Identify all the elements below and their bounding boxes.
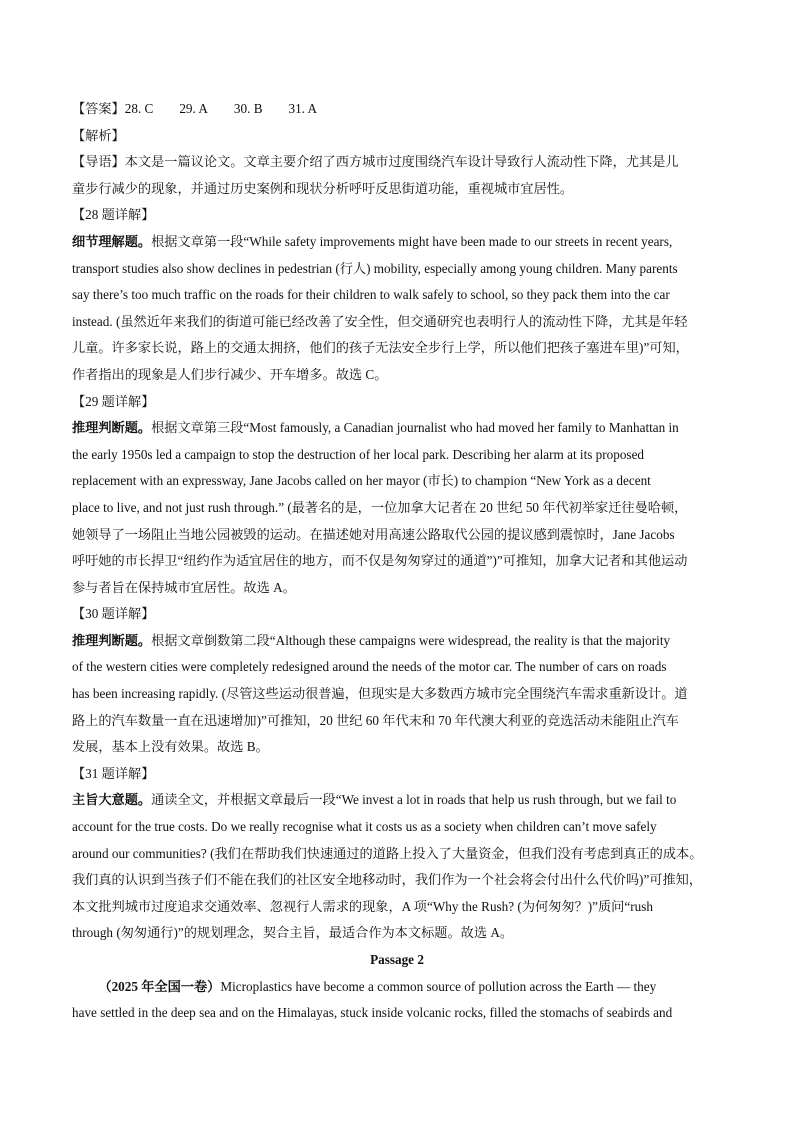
q31-header: 【31 题详解】 [72, 765, 155, 781]
q31-line: 主旨大意题。通读全文，并根据文章最后一段“We invest a lot in roads that help us rush through, but we fail to [72, 792, 677, 808]
q28-header: 【28 题详解】 [72, 207, 155, 223]
q29-line: 推理判断题。根据文章第三段“Most famously, a Canadian journalist who had moved her family to Manhattan in [72, 420, 679, 436]
q31-type: 主旨大意题。 [72, 792, 152, 808]
q30-line: of the western cities were completely redesigned around the needs of the motor car. The number of cars on roads [72, 659, 667, 675]
q28-line: 细节理解题。根据文章第一段“While safety improvements might have been made to our streets in recent years, [72, 233, 673, 249]
q30-type: 推理判断题。 [72, 632, 152, 648]
intro-label: 【导语】 [72, 154, 125, 170]
q29-line: 呼吁她的市长捍卫“纽约作为适宜居住的地方，而不仅是匆匆穿过的通道”)”可推知，加拿大记者和其他运动 [72, 553, 688, 569]
answer-item: 31. A [288, 101, 318, 116]
q30-header: 【30 题详解】 [72, 606, 155, 622]
q30-line: 发展，基本上没有效果。故选 B。 [72, 739, 269, 755]
passage-source: （2025 年全国一卷） [98, 978, 221, 994]
passage-line: have settled in the deep sea and on the Himalayas, stuck inside volcanic rocks, filled the stomachs of seabirds and [72, 1005, 673, 1021]
q31-line: through (匆匆通行)”的规划理念，契合主旨，最适合作为本文标题。故选 A。 [72, 925, 514, 941]
intro-line: 【导语】本文是一篇议论文。文章主要介绍了西方城市过度围绕汽车设计导致行人流动性下降，尤其是儿 [72, 154, 679, 170]
q30-line: has been increasing rapidly. (尽管这些运动很普遍，但现实是大多数西方城市完全围绕汽车需求重新设计。道 [72, 686, 688, 702]
answer-item: 28. C [124, 101, 154, 116]
q29-type: 推理判断题。 [72, 420, 152, 436]
passage-line: （2025 年全国一卷）Microplastics have become a common source of pollution across the Earth — they [98, 978, 657, 994]
answer-item: 30. B [233, 101, 263, 116]
q29-line: 参与者旨在保持城市宜居性。故选 A。 [72, 579, 296, 595]
q29-header: 【29 题详解】 [72, 393, 155, 409]
q31-line: 我们真的认识到当孩子们不能在我们的社区安全地移动时，我们作为一个社会将会付出什么代价吗)”可推知， [72, 872, 703, 888]
answer-label: 【答案】 [72, 101, 125, 116]
q29-line: the early 1950s led a campaign to stop the destruction of her local park. Describing her alarm at its proposed [72, 446, 645, 462]
q28-type: 细节理解题。 [72, 233, 152, 249]
intro-line: 童步行减少的现象，并通过历史案例和现状分析呼吁反思街道功能，重视城市宜居性。 [72, 180, 574, 196]
q31-line: around our communities? (我们在帮助我们快速通过的道路上投入了大量资金，但我们没有考虑到真正的成本。 [72, 845, 703, 861]
analysis-heading: 【解析】 [72, 127, 125, 143]
q29-line: place to live, and not just rush through.” (最著名的是，一位加拿大记者在 20 世纪 50 年代初举家迁往曼哈顿， [72, 499, 688, 515]
passage-title: Passage 2 [370, 952, 424, 967]
q28-line: instead. (虽然近年来我们的街道可能已经改善了安全性，但交通研究也表明行人的流动性下降，尤其是年轻 [72, 313, 688, 329]
q29-line: 她领导了一场阻止当地公园被毁的运动。在描述她对用高速公路取代公园的提议感到震惊时，Jane Jacobs [72, 526, 675, 542]
answer-item: 29. A [179, 101, 208, 116]
q30-line: 推理判断题。根据文章倒数第二段“Although these campaigns were widespread, the reality is that the majority [72, 632, 671, 648]
q28-line: 儿童。许多家长说，路上的交通太拥挤，他们的孩子无法安全步行上学，所以他们把孩子塞进车里)”可知， [72, 340, 689, 356]
q30-line: 路上的汽车数量一直在迅速增加)”可推知，20 世纪 60 年代末和 70 年代澳大利亚的竞选活动未能阻止汽车 [72, 712, 679, 728]
q29-line: replacement with an expressway, Jane Jacobs called on her mayor (市长) to champion “New York as a decent [72, 473, 651, 489]
q31-line: account for the true costs. Do we really recognise what it costs us as a society when children can’t move safely [72, 819, 657, 835]
q28-line: say there’s too much traffic on the roads for their children to walk safely to school, so they pack them into the car [72, 287, 670, 303]
q28-line: transport studies also show declines in pedestrian (行人) mobility, especially among young children. Many parents [72, 260, 678, 276]
answer-line [72, 96, 722, 123]
q31-line: 本文批判城市过度追求交通效率、忽视行人需求的现象，A 项“Why the Rush? (为何匆匆？)”质问“rush [72, 898, 653, 914]
q28-line: 作者指出的现象是人们步行减少、开车增多。故选 C。 [72, 366, 388, 382]
